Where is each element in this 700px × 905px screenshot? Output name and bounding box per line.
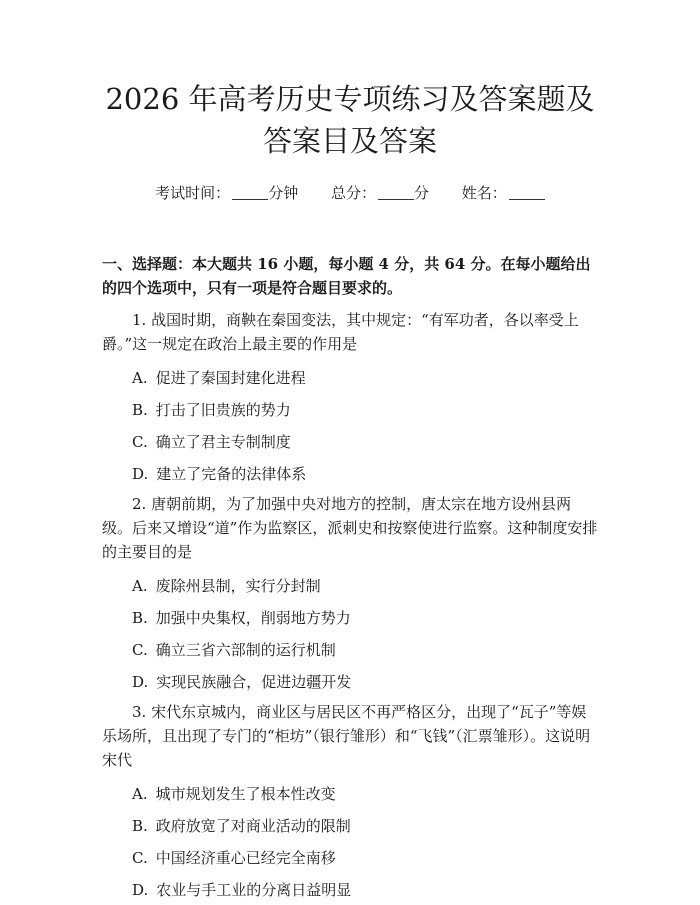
total-score-unit: 分 [414, 184, 430, 202]
option-text: 农业与手工业的分离日益明显 [156, 881, 352, 899]
option-letter: C. [132, 433, 148, 451]
option-1a [102, 368, 598, 388]
option-text: 中国经济重心已经完全南移 [155, 849, 336, 867]
option-2d [102, 672, 598, 692]
option-letter: D. [132, 465, 149, 483]
student-name-field [462, 183, 545, 203]
option-3c [102, 848, 598, 868]
exam-time-label: 考试时间： [155, 184, 231, 202]
question-3: 3. 宋代东京城内，商业区与居民区不再严格区分，出现了“瓦子”等娱乐场所，且出现了专门的“柜坊”（银行雏形）和“飞钱”（汇票雏形）。这说明宋代 [102, 703, 591, 769]
option-2a [102, 576, 598, 596]
total-score-blank [378, 185, 414, 200]
option-letter: B. [132, 817, 148, 835]
option-letter: A. [132, 369, 148, 387]
option-3b [102, 816, 598, 836]
option-3d [102, 880, 598, 900]
option-text: 确立了君主专制制度 [155, 433, 291, 451]
student-name-blank [509, 185, 545, 200]
section-heading: 一、选择题：本大题共 16 小题，每小题 4 分，共 64 分。在每小题给出的四个选项中，只有一项是符合题目要求的。 [102, 255, 591, 297]
option-1c [102, 432, 598, 452]
exam-info-line [102, 183, 598, 203]
document-title: 2026 年高考历史专项练习及答案题及答案目及答案 [105, 82, 595, 158]
option-text: 政府放宽了对商业活动的限制 [155, 817, 351, 835]
option-text: 实现民族融合，促进边疆开发 [156, 673, 352, 691]
option-2c [102, 640, 598, 660]
option-text: 建立了完备的法律体系 [156, 465, 307, 483]
question-1: 1. 战国时期，商鞅在秦国变法，其中规定：“有军功者，各以率受上爵。”这一规定在政治上最主要的作用是 [102, 311, 579, 353]
option-1d [102, 464, 598, 484]
option-letter: D. [132, 673, 149, 691]
option-text: 确立三省六部制的运行机制 [155, 641, 336, 659]
option-text: 废除州县制，实行分封制 [155, 577, 321, 595]
question-2: 2. 唐朝前期，为了加强中央对地方的控制，唐太宗在地方设州县两级。后来又增设“道”作为监察区，派刺史和按察使进行监察。这种制度安排的主要目的是 [102, 495, 598, 561]
option-letter: D. [132, 881, 149, 899]
exam-time-blank [232, 185, 268, 200]
option-1b [102, 400, 598, 420]
option-text: 城市规划发生了根本性改变 [155, 785, 336, 803]
option-text: 打击了旧贵族的势力 [155, 401, 291, 419]
option-letter: C. [132, 849, 148, 867]
option-letter: A. [132, 577, 148, 595]
option-letter: C. [132, 641, 148, 659]
option-letter: B. [132, 609, 148, 627]
option-3a [102, 784, 598, 804]
option-2b [102, 608, 598, 628]
option-letter: B. [132, 401, 148, 419]
option-text: 加强中央集权，削弱地方势力 [155, 609, 351, 627]
student-name-label: 姓名： [461, 184, 507, 202]
total-score-label: 总分： [330, 184, 376, 202]
total-score-field [331, 183, 429, 203]
option-text: 促进了秦国封建化进程 [155, 369, 306, 387]
option-letter: A. [132, 785, 148, 803]
exam-time-field [155, 183, 298, 203]
exam-time-unit: 分钟 [268, 184, 299, 202]
